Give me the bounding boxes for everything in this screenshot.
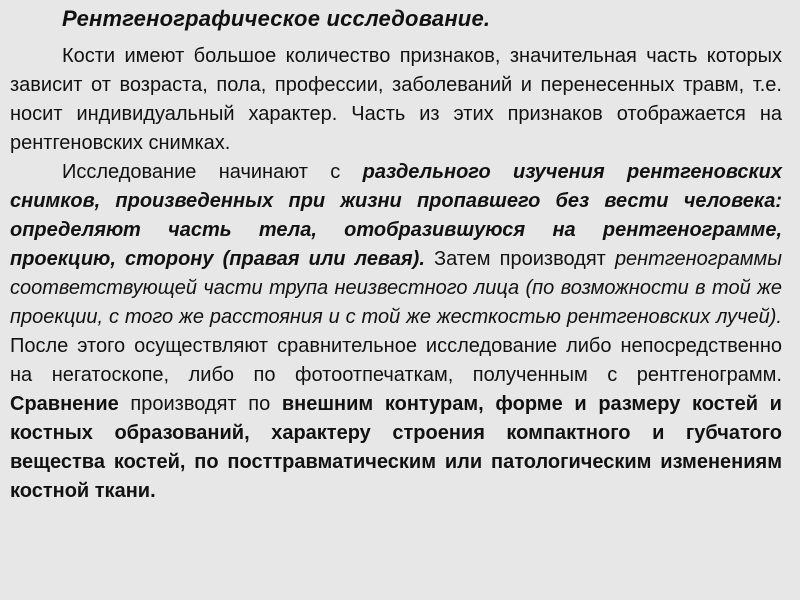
- paragraph-xray-method: [10, 158, 782, 506]
- comparison-mid-text: производят по: [118, 393, 282, 415]
- paragraph-bone-features: Кости имеют большое количество признаков, значительная часть которых зависит от возраста, пола, профессии, заболеваний и перенесенных травм, т.е. носит индивидуальный характер. Часть из этих признаков отображается на рентгеновских снимках.: [10, 45, 782, 154]
- slide-title: Рентгенографическое исследование.: [62, 6, 491, 31]
- method-intro-text: Исследование начинают с: [62, 161, 363, 183]
- corpse-radiograph-text: рентгенограммы соответствующей части трупа неизвестного лица (по возможности в той же проекции, с того же расстояния и с той же жесткостью рентгеновских лучей).: [10, 248, 782, 328]
- comparison-criteria: внешним контурам, форме и размеру костей и костных образований, характеру строения компактного и губчатого вещества костей, по посттравматическим или патологическим изменениям костной ткани.: [10, 393, 782, 502]
- separate-study-emphasis: раздельного изучения рентгеновских снимков, произведенных при жизни пропавшего без вести человека: определяют часть тела, отобразившуюся на рентгенограмме, проекцию, сторону (правая или левая).: [10, 161, 782, 270]
- slide-body: [10, 42, 782, 506]
- comparison-method-text: После этого осуществляют сравнительное исследование либо непосредственно на негатоскопе, либо по фотоотпечаткам, полученным с рентгенограмм.: [10, 335, 782, 386]
- comparison-word: Сравнение: [10, 393, 119, 415]
- then-text: Затем производят: [424, 248, 615, 270]
